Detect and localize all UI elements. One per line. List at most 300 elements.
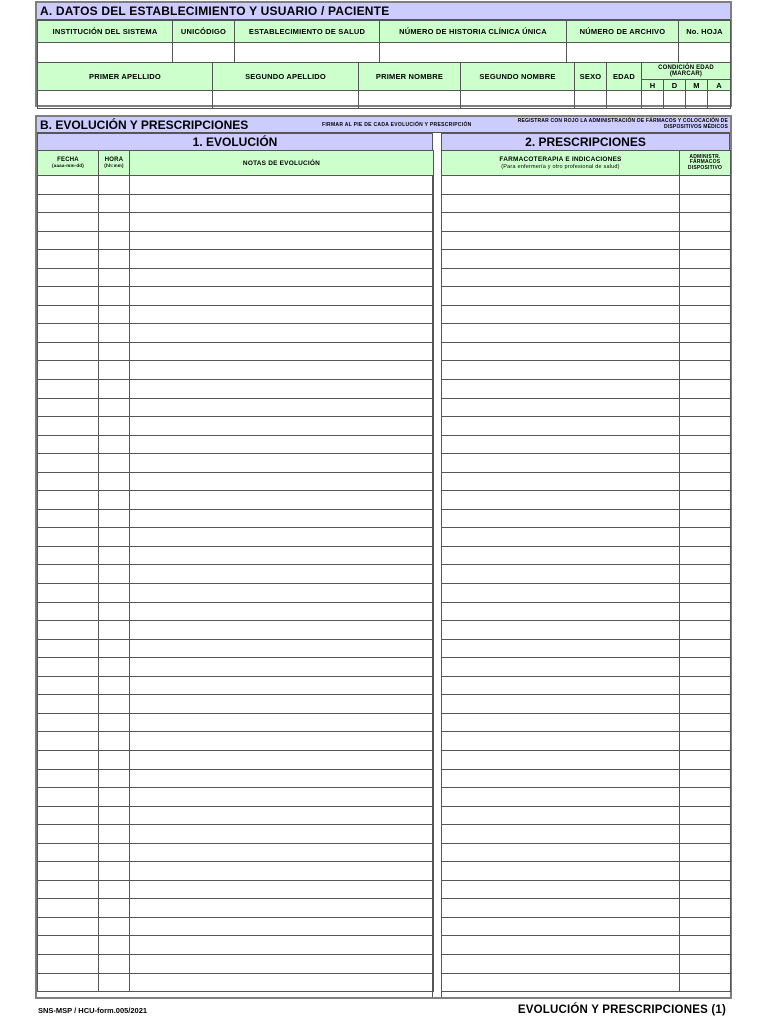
evolucion-table [37,150,434,992]
prescripcion-cell-farmacoterapia[interactable] [442,398,680,417]
evolucion-cell-fecha[interactable] [38,769,99,788]
evolucion-cell-hora[interactable] [99,417,130,436]
header-primer-apellido: PRIMER APELLIDO [38,63,213,91]
prescripcion-cell-farmacoterapia[interactable] [442,769,680,788]
section-b-frame [35,115,732,999]
header-unicodigo: UNICÓDIGO [173,21,235,43]
evolucion-cell-fecha[interactable] [38,435,99,454]
evolucion-cell-hora[interactable] [99,305,130,324]
prescripcion-cell-farmacoterapia[interactable] [442,862,680,881]
header-condicion-edad: CONDICIÓN EDAD (MARCAR) [642,63,731,80]
condicion-h: H [642,80,664,91]
prescripcion-cell-administracion[interactable] [680,546,731,565]
evolucion-cell-hora[interactable] [99,825,130,844]
prescripcion-cell-administracion[interactable] [680,176,731,195]
prescripcion-cell-administracion[interactable] [680,732,731,751]
evolucion-cell-fecha[interactable] [38,917,99,936]
prescripcion-cell-administracion[interactable] [680,917,731,936]
prescripcion-row [442,361,731,380]
evolucion-cell-hora[interactable] [99,176,130,195]
evolucion-row [38,213,434,232]
prescripcion-cell-farmacoterapia[interactable] [442,361,680,380]
evolucion-cell-notas[interactable] [130,342,434,361]
prescripcion-cell-administracion[interactable] [680,380,731,399]
evolucion-cell-notas[interactable] [130,546,434,565]
prescripcion-cell-farmacoterapia[interactable] [442,565,680,584]
evolucion-cell-hora[interactable] [99,880,130,899]
prescripcion-row [442,880,731,899]
evolucion-row [38,565,434,584]
header-institucion: INSTITUCIÓN DEL SISTEMA [38,21,173,43]
evolucion-row [38,862,434,881]
field-no-hoja[interactable] [679,43,731,63]
prescripcion-cell-farmacoterapia[interactable] [442,305,680,324]
evolucion-cell-notas[interactable] [130,862,434,881]
evolucion-cell-fecha[interactable] [38,676,99,695]
evolucion-cell-fecha[interactable] [38,602,99,621]
evolucion-cell-fecha[interactable] [38,509,99,528]
evolucion-cell-hora[interactable] [99,491,130,510]
evolucion-cell-hora[interactable] [99,602,130,621]
evolucion-title: 1. EVOLUCIÓN [37,133,433,151]
evolucion-cell-hora[interactable] [99,639,130,658]
prescripcion-cell-administracion[interactable] [680,880,731,899]
evolucion-row [38,917,434,936]
prescripcion-cell-administracion[interactable] [680,825,731,844]
field-unicodigo[interactable] [173,43,235,63]
evolucion-cell-fecha[interactable] [38,546,99,565]
evolucion-cell-hora[interactable] [99,454,130,473]
note-firmar: FIRMAR AL PIE DE CADA EVOLUCIÓN Y PRESCRIPCIÓN [322,122,472,128]
prescripcion-cell-administracion[interactable] [680,806,731,825]
evolucion-cell-notas[interactable] [130,621,434,640]
establishment-table [37,20,731,63]
evolucion-cell-hora[interactable] [99,843,130,862]
evolucion-row [38,435,434,454]
evolucion-cell-notas[interactable] [130,491,434,510]
evolucion-cell-notas[interactable] [130,176,434,195]
prescripcion-cell-administracion[interactable] [680,231,731,250]
evolucion-cell-hora[interactable] [99,380,130,399]
prescripcion-cell-farmacoterapia[interactable] [442,435,680,454]
prescripcion-cell-farmacoterapia[interactable] [442,695,680,714]
checkbox-m[interactable] [686,91,708,109]
prescripcion-cell-administracion[interactable] [680,287,731,306]
prescripcion-cell-administracion[interactable] [680,973,731,992]
evolucion-cell-hora[interactable] [99,806,130,825]
evolucion-cell-notas[interactable] [130,380,434,399]
evolucion-cell-notas[interactable] [130,973,434,992]
evolucion-cell-fecha[interactable] [38,843,99,862]
prescripcion-cell-farmacoterapia[interactable] [442,936,680,955]
evolucion-cell-notas[interactable] [130,250,434,269]
evolucion-cell-notas[interactable] [130,658,434,677]
prescripcion-cell-farmacoterapia[interactable] [442,825,680,844]
prescripcion-cell-administracion[interactable] [680,676,731,695]
prescripcion-cell-farmacoterapia[interactable] [442,176,680,195]
prescripcion-cell-administracion[interactable] [680,713,731,732]
evolucion-cell-notas[interactable] [130,954,434,973]
prescripcion-cell-administracion[interactable] [680,639,731,658]
evolucion-cell-notas[interactable] [130,361,434,380]
prescripcion-cell-administracion[interactable] [680,862,731,881]
prescripcion-cell-farmacoterapia[interactable] [442,194,680,213]
prescripcion-cell-farmacoterapia[interactable] [442,843,680,862]
field-primer-nombre[interactable] [359,91,461,109]
prescripcion-row [442,509,731,528]
prescripcion-cell-administracion[interactable] [680,324,731,343]
prescripcion-cell-farmacoterapia[interactable] [442,417,680,436]
evolucion-cell-hora[interactable] [99,528,130,547]
field-edad[interactable] [607,91,642,109]
evolucion-cell-fecha[interactable] [38,584,99,603]
prescripcion-cell-administracion[interactable] [680,398,731,417]
evolucion-cell-hora[interactable] [99,584,130,603]
evolucion-cell-notas[interactable] [130,695,434,714]
evolucion-cell-notas[interactable] [130,565,434,584]
evolucion-cell-notas[interactable] [130,231,434,250]
evolucion-cell-hora[interactable] [99,658,130,677]
evolucion-row [38,936,434,955]
prescripcion-cell-administracion[interactable] [680,361,731,380]
evolucion-cell-fecha[interactable] [38,862,99,881]
header-fecha-format: (aaaa-mm-dd) [52,163,84,168]
evolucion-cell-notas[interactable] [130,917,434,936]
prescripcion-cell-farmacoterapia[interactable] [442,454,680,473]
evolucion-row [38,528,434,547]
header-fecha [38,151,99,176]
prescripcion-cell-farmacoterapia[interactable] [442,287,680,306]
prescripcion-cell-farmacoterapia[interactable] [442,639,680,658]
evolucion-cell-fecha[interactable] [38,788,99,807]
evolucion-cell-notas[interactable] [130,769,434,788]
prescripcion-cell-administracion[interactable] [680,268,731,287]
evolucion-cell-fecha[interactable] [38,954,99,973]
evolucion-cell-notas[interactable] [130,509,434,528]
header-primer-nombre: PRIMER NOMBRE [359,63,461,91]
evolucion-cell-fecha[interactable] [38,899,99,918]
evolucion-cell-notas[interactable] [130,472,434,491]
prescripcion-cell-administracion[interactable] [680,194,731,213]
header-hora-label: HORA [104,156,124,163]
field-segundo-apellido[interactable] [213,91,359,109]
prescripcion-cell-administracion[interactable] [680,472,731,491]
evolucion-cell-hora[interactable] [99,954,130,973]
prescripcion-cell-administracion[interactable] [680,621,731,640]
evolucion-cell-hora[interactable] [99,231,130,250]
evolucion-cell-fecha[interactable] [38,658,99,677]
evolucion-cell-hora[interactable] [99,546,130,565]
prescripcion-cell-farmacoterapia[interactable] [442,509,680,528]
evolucion-cell-fecha[interactable] [38,936,99,955]
evolucion-cell-fecha[interactable] [38,398,99,417]
evolucion-row [38,973,434,992]
evolucion-row [38,621,434,640]
evolucion-cell-hora[interactable] [99,917,130,936]
evolucion-cell-fecha[interactable] [38,268,99,287]
evolucion-cell-hora[interactable] [99,324,130,343]
evolucion-cell-notas[interactable] [130,806,434,825]
evolucion-cell-fecha[interactable] [38,806,99,825]
prescripcion-cell-farmacoterapia[interactable] [442,750,680,769]
evolucion-cell-fecha[interactable] [38,973,99,992]
evolucion-cell-hora[interactable] [99,788,130,807]
evolucion-row [38,769,434,788]
prescripcion-row [442,862,731,881]
prescripcion-cell-farmacoterapia[interactable] [442,268,680,287]
prescripcion-cell-administracion[interactable] [680,658,731,677]
evolucion-row [38,639,434,658]
evolucion-row [38,788,434,807]
evolucion-cell-fecha[interactable] [38,194,99,213]
evolucion-cell-notas[interactable] [130,732,434,751]
prescripcion-cell-administracion[interactable] [680,954,731,973]
evolucion-cell-hora[interactable] [99,713,130,732]
prescripcion-cell-farmacoterapia[interactable] [442,584,680,603]
evolucion-cell-fecha[interactable] [38,287,99,306]
prescripcion-cell-administracion[interactable] [680,899,731,918]
evolucion-cell-fecha[interactable] [38,361,99,380]
evolucion-cell-notas[interactable] [130,584,434,603]
evolucion-row [38,750,434,769]
evolucion-cell-notas[interactable] [130,750,434,769]
prescripcion-cell-administracion[interactable] [680,602,731,621]
evolucion-row [38,584,434,603]
evolucion-cell-fecha[interactable] [38,380,99,399]
evolucion-cell-hora[interactable] [99,250,130,269]
evolucion-row [38,676,434,695]
evolucion-cell-hora[interactable] [99,435,130,454]
evolucion-cell-hora[interactable] [99,565,130,584]
evolucion-cell-notas[interactable] [130,398,434,417]
prescripcion-cell-administracion[interactable] [680,305,731,324]
prescripcion-cell-farmacoterapia[interactable] [442,602,680,621]
field-primer-apellido[interactable] [38,91,213,109]
evolucion-cell-notas[interactable] [130,639,434,658]
prescripcion-cell-administracion[interactable] [680,435,731,454]
prescripcion-cell-administracion[interactable] [680,565,731,584]
prescripcion-cell-administracion[interactable] [680,584,731,603]
prescripcion-cell-administracion[interactable] [680,417,731,436]
prescripcion-cell-administracion[interactable] [680,695,731,714]
evolucion-cell-notas[interactable] [130,194,434,213]
prescripcion-cell-farmacoterapia[interactable] [442,472,680,491]
evolucion-cell-fecha[interactable] [38,621,99,640]
evolucion-cell-fecha[interactable] [38,305,99,324]
prescripcion-cell-farmacoterapia[interactable] [442,658,680,677]
prescripcion-cell-farmacoterapia[interactable] [442,732,680,751]
prescripcion-cell-farmacoterapia[interactable] [442,621,680,640]
evolucion-cell-hora[interactable] [99,342,130,361]
evolucion-cell-fecha[interactable] [38,342,99,361]
evolucion-cell-notas[interactable] [130,676,434,695]
evolucion-cell-fecha[interactable] [38,732,99,751]
prescripcion-cell-farmacoterapia[interactable] [442,250,680,269]
evolucion-cell-hora[interactable] [99,621,130,640]
evolucion-cell-notas[interactable] [130,602,434,621]
prescripcion-cell-administracion[interactable] [680,509,731,528]
checkbox-a[interactable] [708,91,731,109]
evolucion-cell-notas[interactable] [130,454,434,473]
prescripcion-cell-farmacoterapia[interactable] [442,231,680,250]
prescripcion-cell-farmacoterapia[interactable] [442,954,680,973]
prescripcion-row [442,565,731,584]
prescripcion-cell-farmacoterapia[interactable] [442,380,680,399]
evolucion-cell-notas[interactable] [130,936,434,955]
evolucion-cell-fecha[interactable] [38,880,99,899]
evolucion-cell-notas[interactable] [130,713,434,732]
evolucion-cell-notas[interactable] [130,305,434,324]
prescripcion-cell-administracion[interactable] [680,491,731,510]
evolucion-cell-fecha[interactable] [38,417,99,436]
evolucion-cell-notas[interactable] [130,880,434,899]
prescripcion-cell-administracion[interactable] [680,528,731,547]
evolucion-cell-fecha[interactable] [38,231,99,250]
evolucion-cell-notas[interactable] [130,788,434,807]
evolucion-cell-notas[interactable] [130,324,434,343]
prescripcion-cell-administracion[interactable] [680,788,731,807]
prescripcion-cell-farmacoterapia[interactable] [442,880,680,899]
prescripcion-cell-farmacoterapia[interactable] [442,806,680,825]
prescripcion-row [442,806,731,825]
header-hora [99,151,130,176]
header-numero-archivo: NÚMERO DE ARCHIVO [567,21,679,43]
field-sexo[interactable] [575,91,607,109]
field-historia-clinica[interactable] [380,43,567,63]
evolucion-cell-hora[interactable] [99,862,130,881]
evolucion-cell-hora[interactable] [99,732,130,751]
evolucion-cell-fecha[interactable] [38,324,99,343]
evolucion-cell-fecha[interactable] [38,250,99,269]
note-registrar: REGISTRAR CON ROJO LA ADMINISTRACIÓN DE FÁRMACOS Y COLOCACIÓN DE DISPOSITIVOS MÉDICOS [517,118,728,130]
header-segundo-apellido: SEGUNDO APELLIDO [213,63,359,91]
evolucion-row [38,843,434,862]
evolucion-cell-notas[interactable] [130,268,434,287]
evolucion-cell-fecha[interactable] [38,528,99,547]
evolucion-cell-notas[interactable] [130,825,434,844]
prescripcion-row [442,472,731,491]
evolucion-cell-notas[interactable] [130,435,434,454]
prescripcion-row [442,713,731,732]
section-a-title: A. DATOS DEL ESTABLECIMIENTO Y USUARIO / PACIENTE [37,3,730,20]
prescripcion-cell-administracion[interactable] [680,769,731,788]
evolucion-cell-hora[interactable] [99,194,130,213]
evolucion-cell-fecha[interactable] [38,176,99,195]
evolucion-cell-hora[interactable] [99,213,130,232]
prescripcion-row [442,825,731,844]
prescripcion-cell-farmacoterapia[interactable] [442,713,680,732]
evolucion-cell-hora[interactable] [99,973,130,992]
evolucion-row [38,695,434,714]
evolucion-cell-fecha[interactable] [38,472,99,491]
prescripcion-cell-farmacoterapia[interactable] [442,324,680,343]
prescripcion-cell-farmacoterapia[interactable] [442,213,680,232]
prescripciones-title: 2. PRESCRIPCIONES [441,133,730,151]
form-code: SNS-MSP / HCU-form.005/2021 [38,1006,148,1015]
prescripcion-cell-administracion[interactable] [680,213,731,232]
prescripciones-table [441,150,731,992]
evolucion-cell-hora[interactable] [99,769,130,788]
header-administracion: ADMINISTR. FÁRMACOS DISPOSITIVO [680,151,731,176]
prescripcion-row [442,398,731,417]
prescripcion-cell-farmacoterapia[interactable] [442,528,680,547]
patient-table [37,62,731,109]
evolucion-cell-notas[interactable] [130,843,434,862]
prescripcion-cell-administracion[interactable] [680,454,731,473]
evolucion-cell-fecha[interactable] [38,750,99,769]
checkbox-h[interactable] [642,91,664,109]
prescripcion-cell-administracion[interactable] [680,250,731,269]
evolucion-cell-hora[interactable] [99,472,130,491]
evolucion-row [38,732,434,751]
evolucion-cell-hora[interactable] [99,509,130,528]
prescripcion-cell-farmacoterapia[interactable] [442,491,680,510]
field-segundo-nombre[interactable] [461,91,575,109]
evolucion-cell-notas[interactable] [130,899,434,918]
evolucion-cell-fecha[interactable] [38,565,99,584]
prescripcion-cell-farmacoterapia[interactable] [442,676,680,695]
prescripcion-cell-farmacoterapia[interactable] [442,546,680,565]
evolucion-cell-notas[interactable] [130,213,434,232]
evolucion-row [38,176,434,195]
prescripcion-row [442,324,731,343]
checkbox-d[interactable] [664,91,686,109]
prescripcion-cell-administracion[interactable] [680,342,731,361]
evolucion-cell-hora[interactable] [99,899,130,918]
prescripcion-cell-administracion[interactable] [680,750,731,769]
evolucion-cell-hora[interactable] [99,287,130,306]
evolucion-row [38,899,434,918]
header-fecha-label: FECHA [57,156,79,163]
evolucion-cell-notas[interactable] [130,528,434,547]
prescripcion-cell-farmacoterapia[interactable] [442,342,680,361]
evolucion-cell-hora[interactable] [99,676,130,695]
evolucion-cell-fecha[interactable] [38,454,99,473]
evolucion-cell-hora[interactable] [99,361,130,380]
prescripcion-cell-farmacoterapia[interactable] [442,899,680,918]
evolucion-row [38,361,434,380]
prescripcion-cell-administracion[interactable] [680,843,731,862]
evolucion-cell-fecha[interactable] [38,639,99,658]
prescripcion-cell-administracion[interactable] [680,936,731,955]
prescripcion-cell-farmacoterapia[interactable] [442,973,680,992]
prescripcion-row [442,287,731,306]
header-sexo: SEXO [575,63,607,91]
prescripcion-cell-farmacoterapia[interactable] [442,788,680,807]
header-edad: EDAD [607,63,642,91]
evolucion-cell-hora[interactable] [99,398,130,417]
evolucion-cell-hora[interactable] [99,750,130,769]
evolucion-cell-fecha[interactable] [38,825,99,844]
evolucion-cell-notas[interactable] [130,417,434,436]
prescripcion-cell-farmacoterapia[interactable] [442,917,680,936]
field-establecimiento[interactable] [235,43,380,63]
evolucion-cell-notas[interactable] [130,287,434,306]
evolucion-cell-fecha[interactable] [38,695,99,714]
evolucion-cell-fecha[interactable] [38,491,99,510]
evolucion-cell-fecha[interactable] [38,713,99,732]
prescripcion-row [442,213,731,232]
evolucion-cell-hora[interactable] [99,695,130,714]
evolucion-cell-hora[interactable] [99,268,130,287]
field-numero-archivo[interactable] [567,43,679,63]
field-institucion[interactable] [38,43,173,63]
evolucion-row [38,509,434,528]
evolucion-cell-hora[interactable] [99,936,130,955]
evolucion-row [38,454,434,473]
evolucion-row [38,268,434,287]
evolucion-cell-fecha[interactable] [38,213,99,232]
